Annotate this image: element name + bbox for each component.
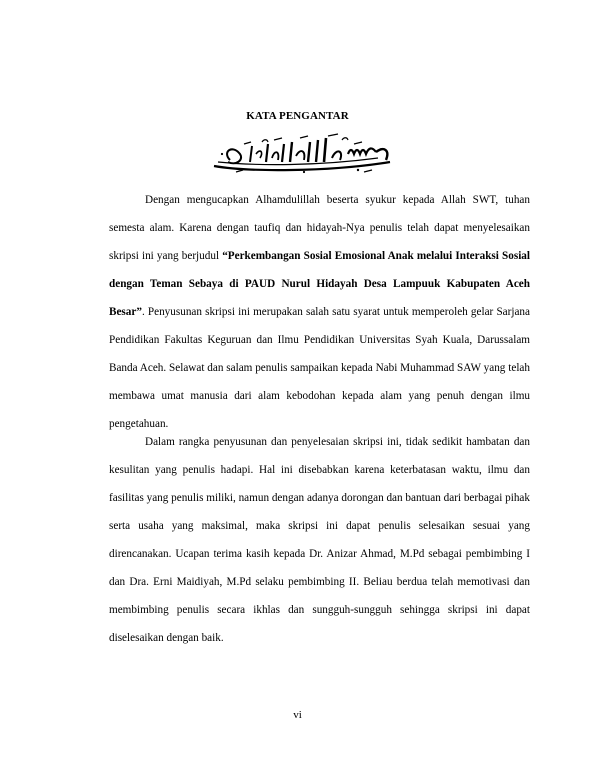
paragraph-1-text-after: . Penyusunan skripsi ini merupakan salah satu syarat untuk memperoleh gelar Sarjana Pendidikan Fakultas Keguruan dan Ilmu Pendidikan Universitas Syah Kuala, Darussalam Banda Aceh. Selawat dan salam penulis sampaikan kepada Nabi Muhammad SAW yang telah membawa umat manusia dari alam kebodohan kepada alam yang penuh dengan ilmu pengetahuan. (109, 306, 530, 430)
paragraph-2 (109, 428, 530, 652)
basmala-calligraphy-image (208, 132, 394, 176)
page-number: vi (293, 709, 302, 721)
page-heading: KATA PENGANTAR (246, 110, 349, 122)
paragraph-1 (109, 186, 530, 438)
paragraph-2-text: Dalam rangka penyusunan dan penyelesaian skripsi ini, tidak sedikit hambatan dan kesulitan yang penulis hadapi. Hal ini disebabkan karena keterbatasan waktu, ilmu dan fasilitas yang penulis miliki, namun dengan adanya dorongan dan bantuan dari berbagai pihak serta usaha yang maksimal, maka skripsi ini dapat penulis selesaikan sesuai yang direncanakan. Ucapan terima kasih kepada Dr. Anizar Ahmad, M.Pd sebagai pembimbing I dan Dra. Erni Maidiyah, M.Pd selaku pembimbing II. Beliau berdua telah memotivasi dan membimbing penulis secara ikhlas dan sungguh-sungguh sehingga skripsi ini dapat diselesaikan dengan baik. (109, 436, 530, 644)
thesis-title: “Perkembangan Sosial Emosional Anak melalui Interaksi Sosial dengan Teman Sebaya di PAUD Nurul Hidayah Desa Lampuuk Kabupaten Aceh Besar” (109, 250, 530, 318)
paragraph-1-text-before: Dengan mengucapkan Alhamdulillah beserta syukur kepada Allah SWT, tuhan semesta alam. Karena dengan taufiq dan hidayah-Nya penulis telah dapat menyelesaikan skripsi ini yang berjudul (109, 194, 530, 262)
